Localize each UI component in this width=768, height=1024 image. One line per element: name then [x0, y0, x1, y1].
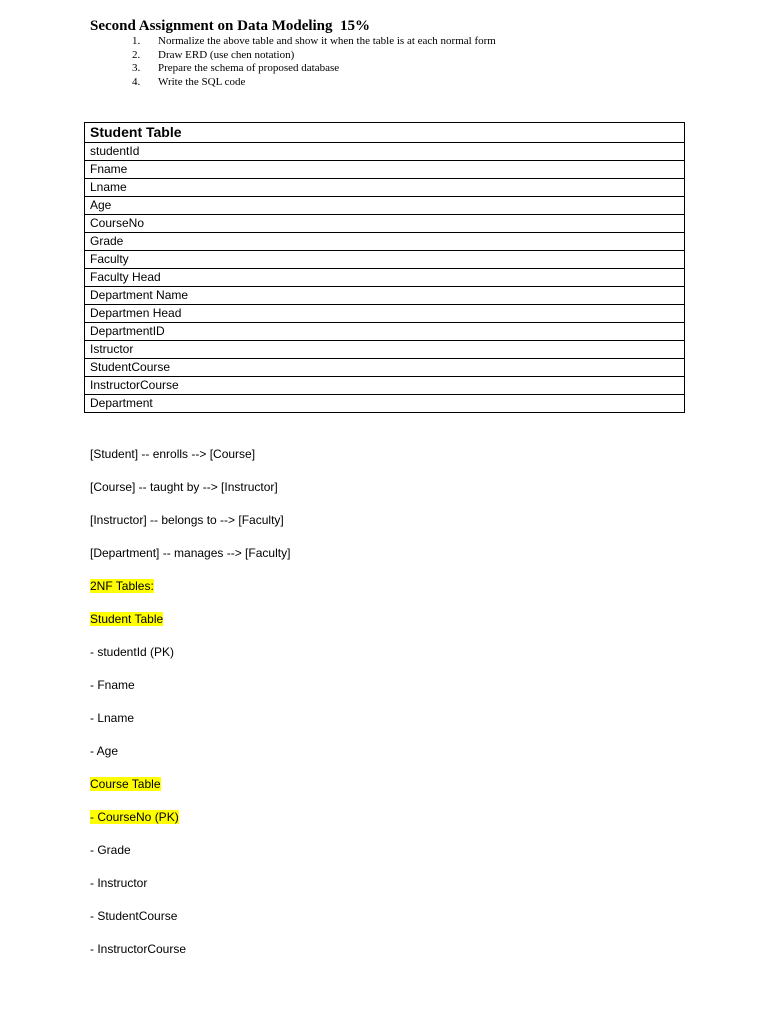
field-line: - Lname [90, 711, 135, 725]
table-cell: Fname [85, 161, 685, 179]
field-line: - InstructorCourse [90, 942, 187, 956]
table-header-row [85, 123, 685, 143]
task-text: Draw ERD (use chen notation) [158, 48, 295, 61]
page-title: Second Assignment on Data Modeling 15% [90, 18, 371, 34]
table-cell: Age [85, 197, 685, 215]
table-cell: Faculty Head [85, 269, 685, 287]
task-text: Normalize the above table and show it when the table is at each normal form [158, 35, 496, 47]
relationship-line: [Instructor] -- belongs to --> [Faculty] [90, 513, 284, 527]
table-cell: StudentCourse [85, 359, 685, 377]
task-number: 3. [132, 62, 141, 75]
table-cell: Department Name [85, 287, 685, 305]
table-cell: InstructorCourse [85, 377, 685, 395]
task-item [132, 62, 496, 76]
table-row [85, 287, 685, 305]
student-table [84, 122, 685, 413]
table-cell: DepartmentID [85, 323, 685, 341]
task-item [132, 76, 496, 90]
task-item [132, 49, 496, 63]
course-table-title: Course Table [90, 777, 161, 791]
table-cell: CourseNo [85, 215, 685, 233]
table-cell: studentId [85, 143, 685, 161]
document-body [90, 444, 290, 972]
relationship-line: [Student] -- enrolls --> [Course] [90, 447, 256, 461]
table-cell: Grade [85, 233, 685, 251]
table-cell: Istructor [85, 341, 685, 359]
table-row [85, 305, 685, 323]
task-number: 1. [132, 35, 141, 47]
field-line: - Fname [90, 678, 135, 692]
field-line: - StudentCourse [90, 909, 178, 923]
table-row [85, 377, 685, 395]
relationship-line: [Course] -- taught by --> [Instructor] [90, 480, 278, 494]
table-row [85, 143, 685, 161]
table-row [85, 215, 685, 233]
table-row [85, 395, 685, 413]
student-table-title: Student Table [90, 612, 164, 626]
table-row [85, 233, 685, 251]
task-text: Write the SQL code [158, 75, 246, 88]
table-row [85, 341, 685, 359]
task-item [132, 35, 496, 49]
field-line: - Grade [90, 843, 131, 857]
table-header: Student Table [85, 123, 685, 143]
nf2-heading: 2NF Tables: [90, 579, 154, 593]
relationship-line: [Department] -- manages --> [Faculty] [90, 546, 291, 560]
task-number: 4. [132, 75, 141, 88]
task-list [132, 35, 496, 89]
field-line: - studentId (PK) [90, 645, 175, 659]
table-cell: Faculty [85, 251, 685, 269]
table-row [85, 161, 685, 179]
task-text: Prepare the schema of proposed database [158, 62, 340, 75]
course-pk-line: - CourseNo (PK) [90, 810, 179, 824]
table-row [85, 179, 685, 197]
table-cell: Lname [85, 179, 685, 197]
table-row [85, 323, 685, 341]
table-row [85, 251, 685, 269]
table-cell: Departmen Head [85, 305, 685, 323]
table-cell: Department [85, 395, 685, 413]
table-row [85, 359, 685, 377]
table-row [85, 269, 685, 287]
field-line: - Age [90, 744, 119, 758]
table-row [85, 197, 685, 215]
task-number: 2. [132, 48, 141, 61]
field-line: - Instructor [90, 876, 148, 890]
